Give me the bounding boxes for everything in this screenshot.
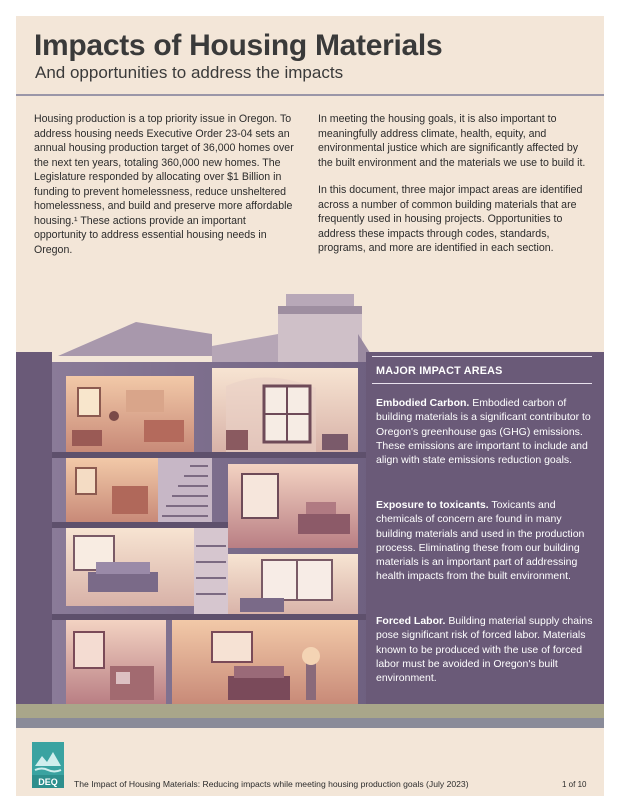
impact-toxicants xyxy=(376,498,598,584)
impact-title: Forced Labor. xyxy=(376,615,446,627)
page-subtitle: And opportunities to address the impacts xyxy=(35,63,344,82)
panel-heading-divider xyxy=(372,383,592,384)
header-divider xyxy=(16,94,604,96)
ground-band xyxy=(16,704,604,718)
impact-description: Building material supply chains pose significant risk of forced labor. Materials known to be produced with the use of forced labor must be avoided in Oregon's built environment. xyxy=(376,615,593,685)
intro-paragraph: Housing production is a top priority issue in Oregon. To address housing needs Executive Order 23-04 sets an annual housing production target of 36,000 homes over the next ten years, totaling 360,000 new homes. The Legislature responded by allocating over $1 Billion in funding to prevent homelessness, reduce unsheltered homelessness, and build and preserve more affordable housing.¹ These actions provide an important opportunity to address essential housing needs in Oregon. xyxy=(34,113,294,256)
document-overview-paragraph: In this document, three major impact areas are identified across a number of common building materials that are frequently used in housing projects. Opportunities to address these impacts through codes, standards, programs, and more are identified in each section. xyxy=(318,184,583,254)
logo-text: DEQ xyxy=(38,777,58,787)
panel-heading: MAJOR IMPACT AREAS xyxy=(376,365,503,377)
impact-description: Toxicants and chemicals of concern are found in many building materials and used in the production process. Eliminating these from our building materials is an important part of addressing health impacts from the built environment. xyxy=(376,499,585,583)
impact-forced-labor xyxy=(376,614,598,685)
goals-paragraph: In meeting the housing goals, it is also important to meaningfully address climate, health, equity, and environmental justice which are significantly affected by the built environment and the materials we use to build it. xyxy=(318,113,586,169)
footer-document-title: The Impact of Housing Materials: Reducing impacts while meeting housing production goals (July 2023) xyxy=(74,779,469,789)
page-header xyxy=(16,16,604,94)
page-title: Impacts of Housing Materials xyxy=(34,29,443,62)
deq-logo-icon xyxy=(32,742,64,788)
impact-title: Embodied Carbon. xyxy=(376,397,470,409)
major-impact-areas-panel xyxy=(366,352,604,718)
intro-column-left xyxy=(34,112,296,270)
page-footer xyxy=(16,728,604,796)
impact-embodied-carbon xyxy=(376,396,598,467)
intro-column-right xyxy=(318,112,590,269)
foundation-band xyxy=(16,718,604,728)
document-page xyxy=(16,16,604,796)
page-number: 1 of 10 xyxy=(562,780,587,789)
panel-top-divider xyxy=(372,356,592,357)
impact-title: Exposure to toxicants. xyxy=(376,499,489,511)
impact-description: Embodied carbon of building materials is a significant contributor to Oregon's greenhouse gas (GHG) emissions. These emissions are important to include and align with state emissions reduction goals. xyxy=(376,397,591,467)
